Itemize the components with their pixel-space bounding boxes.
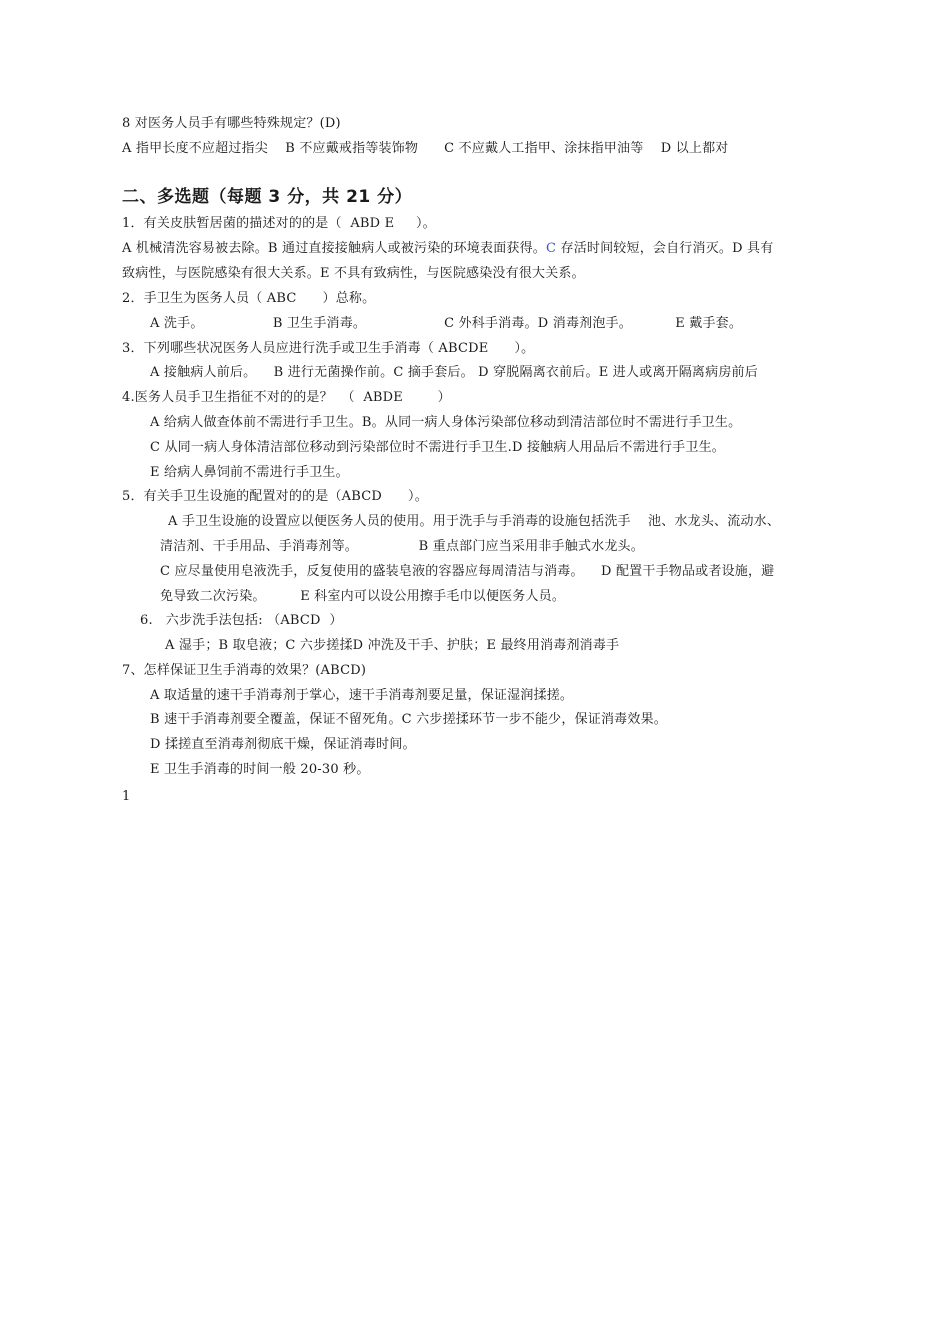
question-5-option-line-1: A 手卫生设施的设置应以便医务人员的使用。用于洗手与手消毒的设施包括洗手 池、水龙头、流动水、 <box>168 514 781 529</box>
question-4-option-line-3: E 给病人鼻饲前不需进行手卫生。 <box>150 465 349 480</box>
question-7-option-line-4: E 卫生手消毒的时间一般 20-30 秒。 <box>150 762 370 777</box>
question-7-option-line-1: A 取适量的速干手消毒剂于掌心，速干手消毒剂要足量，保证湿润揉搓。 <box>150 688 574 703</box>
page-number: 1 <box>122 789 131 804</box>
question-5-option-line-3: C 应尽量使用皂液洗手，反复使用的盛装皂液的容器应每周清洁与消毒。 D 配置干手物品或者设施，避 <box>160 564 775 579</box>
question-8-stem: 8 对医务人员手有哪些特殊规定？(D) <box>122 116 341 131</box>
question-8-options: A 指甲长度不应超过指尖 B 不应戴戒指等装饰物 C 不应戴人工指甲、涂抹指甲油等 D 以上都对 <box>122 141 729 156</box>
question-6-stem: 6. 六步洗手法包括: （ABCD ） <box>140 613 343 628</box>
question-3-options: A 接触病人前后。 B 进行无菌操作前。C 摘手套后。 D 穿脱隔离衣前后。E 进人或离开隔离病房前后 <box>150 365 758 380</box>
question-5-option-line-4: 免导致二次污染。 E 科室内可以设公用擦手毛巾以便医务人员。 <box>160 589 566 604</box>
question-4-option-line-1: A 给病人做查体前不需进行手卫生。B。从同一病人身体污染部位移动到清洁部位时不需进行手卫生。 <box>150 415 742 430</box>
question-3-stem: 3．下列哪些状况医务人员应进行洗手或卫生手消毒（ ABCDE ）。 <box>122 341 535 356</box>
question-5-option-line-2: 清洁剂、干手用品、手消毒剂等。 B 重点部门应当采用非手触式水龙头。 <box>160 539 644 554</box>
question-5-stem: 5．有关手卫生设施的配置对的的是（ABCD ）。 <box>122 489 428 504</box>
question-2-options: A 洗手。 B 卫生手消毒。 C 外科手消毒。D 消毒剂泡手。 E 戴手套。 <box>150 316 743 331</box>
question-1-stem: 1．有关皮肤暂居菌的描述对的的是（ ABD E ）。 <box>122 216 436 231</box>
question-1-options-part-a: A 机械清洗容易被去除。B 通过直接接触病人或被污染的环境表面获得。 <box>122 241 547 256</box>
question-1-option-c-letter: C <box>546 241 557 256</box>
question-1-options-line-2: 致病性，与医院感染有很大关系。E 不具有致病性，与医院感染没有很大关系。 <box>122 266 585 281</box>
section-heading-multiple-choice: 二、多选题（每题 3 分，共 21 分） <box>122 187 413 207</box>
question-6-options: A 湿手；B 取皂液；C 六步搓揉D 冲洗及干手、护肤；E 最终用消毒剂消毒手 <box>165 638 620 653</box>
question-7-option-line-2: B 速干手消毒剂要全覆盖，保证不留死角。C 六步搓揉环节一步不能少，保证消毒效果。 <box>150 712 667 727</box>
question-1-options-line-1 <box>122 240 773 258</box>
question-1-options-part-b: 存活时间较短，会自行消灭。D 具有 <box>556 241 774 256</box>
question-7-option-line-3: D 揉搓直至消毒剂彻底干燥，保证消毒时间。 <box>150 737 416 752</box>
question-4-option-line-2: C 从同一病人身体清洁部位移动到污染部位时不需进行手卫生.D 接触病人用品后不需进行手卫生。 <box>150 440 725 455</box>
question-2-stem: 2．手卫生为医务人员（ ABC ）总称。 <box>122 291 376 306</box>
question-4-stem: 4.医务人员手卫生指征不对的的是？ （ ABDE ） <box>122 390 451 405</box>
question-7-stem: 7、怎样保证卫生手消毒的效果？(ABCD) <box>122 663 367 678</box>
